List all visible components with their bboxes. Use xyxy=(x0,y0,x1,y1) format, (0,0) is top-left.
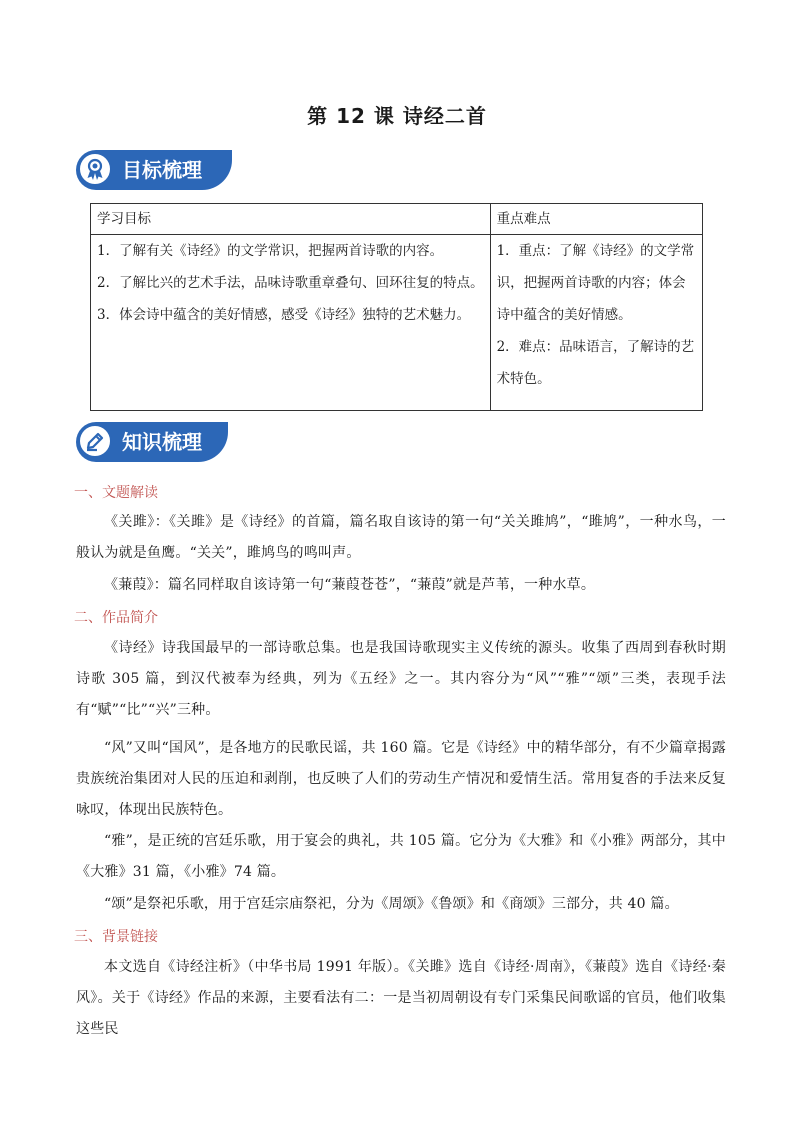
section-heading-background: 三、背景链接 xyxy=(74,929,158,945)
goal-item: 2．了解比兴的艺术手法，品味诗歌重章叠句、回环往复的特点。 xyxy=(97,275,484,291)
award-ribbon-icon xyxy=(78,152,112,186)
goals-cell xyxy=(91,235,491,411)
key-point-item: 2．难点：品味语言，了解诗的艺术特色。 xyxy=(496,339,695,387)
goal-item: 3．体会诗中蕴含的美好情感，感受《诗经》独特的艺术魅力。 xyxy=(97,307,471,323)
knowledge-banner-label: 知识梳理 xyxy=(122,430,202,454)
pencil-edit-icon xyxy=(78,424,112,458)
goals-banner-label: 目标梳理 xyxy=(122,158,202,182)
paragraph-jianjia: 《蒹葭》：篇名同样取自该诗第一句“蒹葭苍苍”，“蒹葭”就是芦苇，一种水草。 xyxy=(104,577,596,593)
paragraph-background: 本文选自《诗经注析》（中华书局 1991 年版）。《关雎》选自《诗经·周南》，《蒹葭》选自《诗经·秦风》。关于《诗经》作品的来源，主要看法有二：一是当初周朝设有专门采集民间歌谣的官员，他们收集这些民 xyxy=(76,959,726,1037)
section-heading-title-reading: 一、文题解读 xyxy=(74,485,158,501)
goals-table xyxy=(90,203,703,411)
page-title: 第 12 课 诗经二首 xyxy=(307,104,487,128)
key-points-cell xyxy=(490,235,702,411)
paragraph-feng: “风”又叫“国风”，是各地方的民歌民谣，共 160 篇。它是《诗经》中的精华部分，有不少篇章揭露贵族统治集团对人民的压迫和剥削，也反映了人们的劳动生产情况和爱情生活。常用复沓的手法来反复咏叹，体现出民族特色。 xyxy=(76,740,726,818)
paragraph-ya: “雅”，是正统的宫廷乐歌，用于宴会的典礼，共 105 篇。它分为《大雅》和《小雅》两部分，其中《大雅》31 篇，《小雅》74 篇。 xyxy=(76,833,726,880)
key-point-item: 1．重点：了解《诗经》的文学常识，把握两首诗歌的内容；体会诗中蕴含的美好情感。 xyxy=(496,243,695,323)
goals-header: 学习目标 xyxy=(91,204,491,235)
paragraph-guanju: 《关雎》：《关雎》是《诗经》的首篇，篇名取自该诗的第一句“关关雎鸠”，“雎鸠”，一种水鸟，一般认为就是鱼鹰。“关关”，雎鸠鸟的鸣叫声。 xyxy=(76,514,726,561)
section-heading-work-intro: 二、作品简介 xyxy=(74,610,158,626)
knowledge-banner xyxy=(76,422,228,462)
goals-banner xyxy=(76,150,232,190)
paragraph-song: “颂”是祭祀乐歌，用于宫廷宗庙祭祀，分为《周颂》《鲁颂》和《商颂》三部分，共 40 篇。 xyxy=(104,896,679,912)
key-points-header: 重点难点 xyxy=(490,204,702,235)
goal-item: 1．了解有关《诗经》的文学常识，把握两首诗歌的内容。 xyxy=(97,243,444,259)
paragraph-shijing-intro: 《诗经》诗我国最早的一部诗歌总集。也是我国诗歌现实主义传统的源头。收集了西周到春秋时期诗歌 305 篇，到汉代被奉为经典，列为《五经》之一。其内容分为“风”“雅”“颂”三类，表现手法有“赋”“比”“兴”三种。 xyxy=(76,640,726,718)
